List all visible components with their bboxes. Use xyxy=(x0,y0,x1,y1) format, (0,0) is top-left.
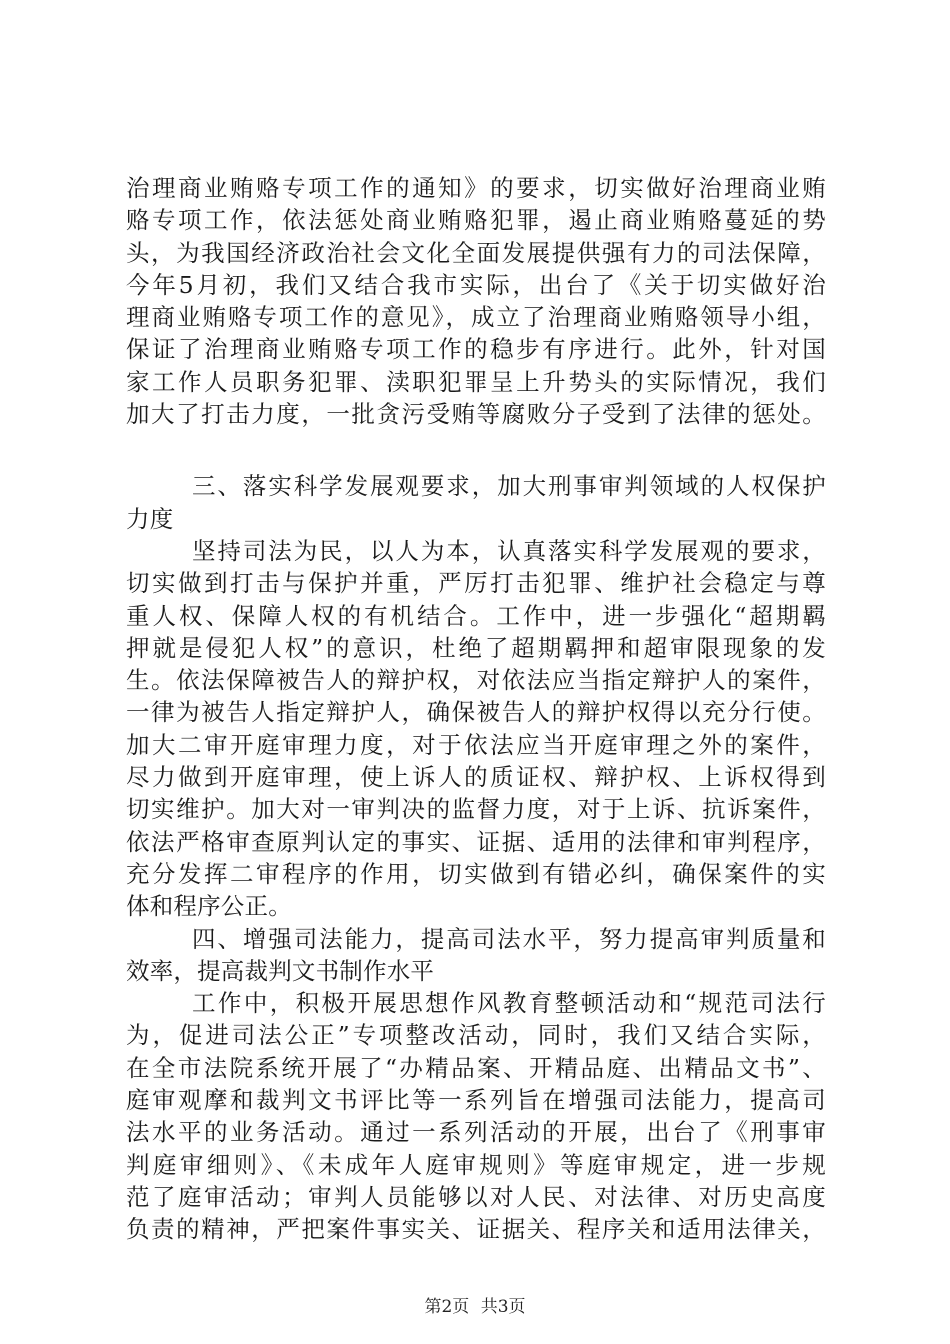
page-footer xyxy=(0,1296,950,1318)
text-line: 尽力做到开庭审理，使上诉人的质证权、辩护权、上诉权得到 xyxy=(126,763,826,792)
text-line: 加大了打击力度，一批贪污受贿等腐败分子受到了法律的惩处。 xyxy=(126,400,826,429)
page-number: 第2页 xyxy=(424,1297,470,1317)
text-line: 理商业贿赂专项工作的意见》，成立了治理商业贿赂领导小组， xyxy=(126,303,826,332)
text-line: 依法严格审查原判认定的事实、证据、适用的法律和审判程序， xyxy=(126,827,826,856)
text-line: 法水平的业务活动。通过一系列活动的开展，出台了《刑事审 xyxy=(126,1118,826,1147)
text-line: 工作中，积极开展思想作风教育整顿活动和“规范司法行 xyxy=(192,989,826,1018)
heading-line: 四、增强司法能力，提高司法水平，努力提高审判质量和 xyxy=(192,924,826,953)
text-line: 今年5月初，我们又结合我市实际，出台了《关于切实做好治 xyxy=(126,270,826,299)
text-line: 在全市法院系统开展了“办精品案、开精品庭、出精品文书”、 xyxy=(126,1053,826,1082)
text-line: 保证了治理商业贿赂专项工作的稳步有序进行。此外，针对国 xyxy=(126,335,826,364)
page-total: 共3页 xyxy=(480,1297,526,1317)
text-line: 体和程序公正。 xyxy=(126,892,292,921)
text-line: 一律为被告人指定辩护人，确保被告人的辩护权得以充分行使。 xyxy=(126,698,826,727)
document-body xyxy=(126,172,826,1246)
text-line: 家工作人员职务犯罪、渎职犯罪呈上升势头的实际情况，我们 xyxy=(126,367,826,396)
text-line: 范了庭审活动；审判人员能够以对人民、对法律、对历史高度 xyxy=(126,1182,826,1211)
section-heading-3 xyxy=(126,470,826,535)
text-line: 充分发挥二审程序的作用，切实做到有错必纠，确保案件的实 xyxy=(126,859,826,888)
paragraph-1 xyxy=(126,172,826,430)
text-line: 押就是侵犯人权”的意识，杜绝了超期羁押和超审限现象的发 xyxy=(126,633,826,662)
text-line: 重人权、保障人权的有机结合。工作中，进一步强化“超期羁 xyxy=(126,601,826,630)
text-line: 为，促进司法公正”专项整改活动，同时，我们又结合实际， xyxy=(126,1021,826,1050)
heading-line: 力度 xyxy=(126,504,174,533)
text-line: 赂专项工作，依法惩处商业贿赂犯罪，遏止商业贿赂蔓延的势 xyxy=(126,206,826,235)
paragraph-4 xyxy=(126,987,826,1245)
text-line: 庭审观摩和裁判文书评比等一系列旨在增强司法能力，提高司 xyxy=(126,1086,826,1115)
heading-line: 三、落实科学发展观要求，加大刑事审判领域的人权保护 xyxy=(192,472,826,501)
text-line: 判庭审细则》、《未成年人庭审规则》等庭审规定，进一步规 xyxy=(126,1150,826,1179)
text-line: 负责的精神，严把案件事实关、证据关、程序关和适用法律关， xyxy=(126,1215,826,1244)
text-line: 切实做到打击与保护并重，严厉打击犯罪、维护社会稳定与尊 xyxy=(126,569,826,598)
paragraph-3 xyxy=(126,535,826,923)
text-line: 头，为我国经济政治社会文化全面发展提供强有力的司法保障， xyxy=(126,238,826,267)
text-line: 治理商业贿赂专项工作的通知》的要求，切实做好治理商业贿 xyxy=(126,174,826,202)
text-line: 切实维护。加大对一审判决的监督力度，对于上诉、抗诉案件， xyxy=(126,795,826,824)
text-line: 坚持司法为民，以人为本，认真落实科学发展观的要求， xyxy=(192,536,826,565)
heading-line: 效率，提高裁判文书制作水平 xyxy=(126,956,435,985)
text-line: 生。依法保障被告人的辩护权，对依法应当指定辩护人的案件， xyxy=(126,666,826,695)
paragraph-spacer xyxy=(126,430,826,470)
section-heading-4 xyxy=(126,923,826,988)
text-line: 加大二审开庭审理力度，对于依法应当开庭审理之外的案件， xyxy=(126,730,826,759)
